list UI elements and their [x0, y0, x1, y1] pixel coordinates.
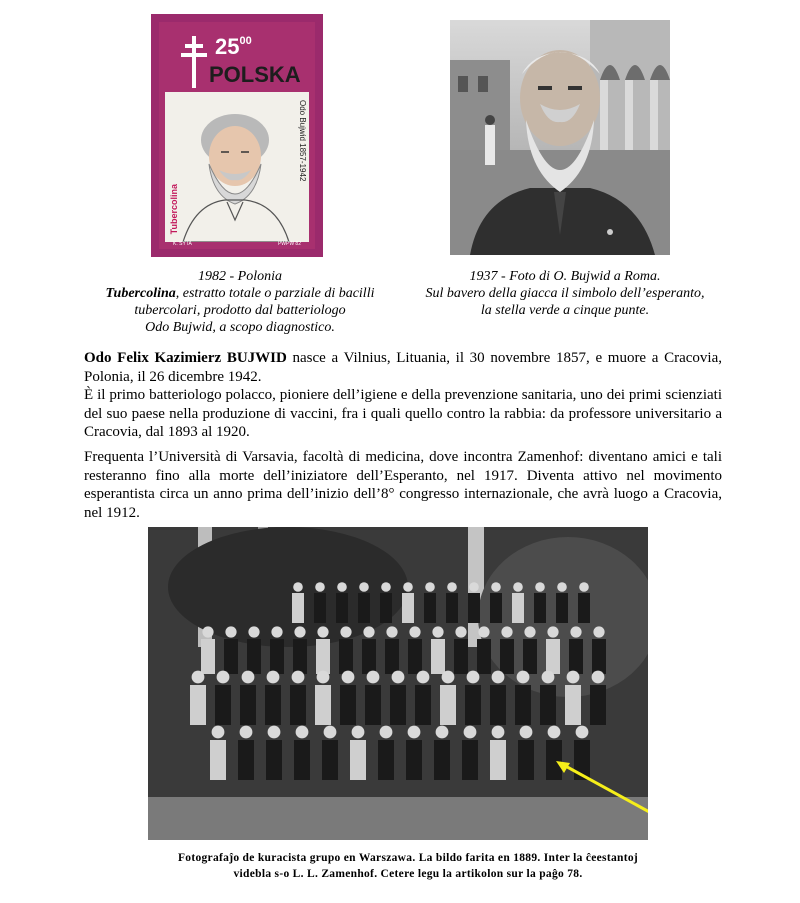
person-head: [240, 726, 253, 739]
person-head: [403, 582, 413, 592]
person-head: [337, 582, 347, 592]
person-head: [268, 726, 281, 739]
person-head: [386, 626, 397, 637]
person-body: [247, 639, 261, 674]
person-body: [431, 639, 445, 674]
lorraine-cross-icon: [181, 36, 207, 88]
person-body: [190, 685, 206, 725]
person-body: [315, 685, 331, 725]
person-body: [440, 685, 456, 725]
person-head: [547, 626, 558, 637]
person-head: [212, 726, 225, 739]
person-head: [367, 671, 380, 684]
person-head: [359, 582, 369, 592]
person-head: [501, 626, 512, 637]
article-paragraph-1: [84, 349, 722, 442]
person-body: [534, 593, 546, 623]
person-body: [380, 593, 392, 623]
person-head: [567, 671, 580, 684]
stamp-printer: PWPW 82: [277, 241, 301, 247]
person-body: [523, 639, 537, 674]
person-head: [542, 671, 555, 684]
person-head: [381, 582, 391, 592]
stamp-designer: K. SYTA: [173, 241, 192, 247]
photo-caption: [395, 268, 735, 319]
person-head: [352, 726, 365, 739]
person-body: [518, 740, 534, 780]
person-head: [192, 671, 205, 684]
person-head: [408, 726, 421, 739]
person-body: [201, 639, 215, 674]
person-body: [265, 685, 281, 725]
person-body: [402, 593, 414, 623]
stamp-caption: [40, 268, 440, 336]
person-head: [517, 671, 530, 684]
stamp-value: $25^{00}$: [215, 34, 252, 59]
stamp-caption-bold: Tubercolina: [105, 286, 176, 301]
person-body: [556, 593, 568, 623]
stamp-inner: [159, 22, 315, 249]
person-body: [362, 639, 376, 674]
person-head: [380, 726, 393, 739]
person-body: [378, 740, 394, 780]
person-head: [242, 671, 255, 684]
person-body: [540, 685, 556, 725]
person-head: [267, 671, 280, 684]
person-body: [322, 740, 338, 780]
person-body: [210, 740, 226, 780]
stamp-portrait: [165, 92, 309, 242]
person-body: [365, 685, 381, 725]
person-body: [446, 593, 458, 623]
photo-caption-line2: Sul bavero della giacca il simbolo dell’esperanto,: [425, 286, 705, 301]
stamp-product-label: Tubercolina: [169, 183, 179, 234]
person-body: [350, 740, 366, 780]
person-head: [570, 626, 581, 637]
person-head: [217, 671, 230, 684]
person-body: [340, 685, 356, 725]
person-head: [293, 582, 303, 592]
person-head: [492, 726, 505, 739]
person-head: [296, 726, 309, 739]
stamp-caption-line1: 1982 - Polonia: [198, 269, 282, 284]
person-body: [490, 740, 506, 780]
group-photo-caption: [118, 850, 698, 882]
person-body: [339, 639, 353, 674]
polska-stamp: [151, 14, 323, 257]
person-body: [490, 593, 502, 623]
person-body: [270, 639, 284, 674]
person-body: [390, 685, 406, 725]
group-photo-1889: [148, 527, 648, 840]
person-body: [462, 740, 478, 780]
person-head: [417, 671, 430, 684]
person-head: [492, 671, 505, 684]
person-head: [342, 671, 355, 684]
stamp-country: POLSKA: [209, 62, 301, 87]
person-body: [358, 593, 370, 623]
group-photo-caption-line1: Fotografaĵo de kuracista grupo en Warszawa. La bildo farita en 1889. Inter la ĉeestantoj: [177, 852, 639, 864]
person-body: [406, 740, 422, 780]
person-body: [569, 639, 583, 674]
article-p1-second: È il primo batteriologo polacco, pioniere dell’igiene e della prevenzione sanitaria, uno dei primi scienziati del suo paese nella produzione di vaccini, fra i quali quello contro la rabbia: da professore universitario a Cracovia, dal 1893 al 1920.: [84, 387, 722, 440]
person-body: [477, 639, 491, 674]
person-head: [409, 626, 420, 637]
person-head: [436, 726, 449, 739]
person-head: [467, 671, 480, 684]
person-body: [454, 639, 468, 674]
person-head: [579, 582, 589, 592]
person-head: [478, 626, 489, 637]
stamp-caption-line4: Odo Bujwid, a scopo diagnostico.: [145, 320, 335, 335]
person-body: [578, 593, 590, 623]
person-head: [447, 582, 457, 592]
stamp-portrait-illustration: [165, 92, 309, 242]
person-body: [515, 685, 531, 725]
person-head: [442, 671, 455, 684]
person-body: [224, 639, 238, 674]
group-photo-illustration: [148, 527, 648, 840]
person-head: [455, 626, 466, 637]
person-body: [512, 593, 524, 623]
person-body: [415, 685, 431, 725]
person-body: [434, 740, 450, 780]
person-head: [271, 626, 282, 637]
person-head: [535, 582, 545, 592]
stamp-name-label: Odo Bujwid 1857-1942: [298, 100, 307, 182]
photo-caption-line3: la stella verde a cinque punte.: [480, 303, 650, 318]
stamp-caption-line3: tubercolari, prodotto dal batteriologo: [134, 303, 346, 318]
person-body: [565, 685, 581, 725]
person-body: [292, 593, 304, 623]
person-head: [432, 626, 443, 637]
person-body: [592, 639, 606, 674]
person-body: [266, 740, 282, 780]
person-body: [336, 593, 348, 623]
person-body: [294, 740, 310, 780]
person-head: [557, 582, 567, 592]
article-name: Odo Felix Kazimierz BUJWID: [84, 350, 287, 366]
group-photo-caption-line2: videbla s-o L. L. Zamenhof. Cetere legu la artikolon sur la paĝo 78.: [233, 868, 583, 880]
person-head: [524, 626, 535, 637]
person-body: [546, 639, 560, 674]
person-head: [225, 626, 236, 637]
person-body: [314, 593, 326, 623]
person-head: [491, 582, 501, 592]
stamp-caption-line2: [40, 285, 440, 302]
person-body: [238, 740, 254, 780]
person-head: [317, 626, 328, 637]
person-body: [385, 639, 399, 674]
article-p1-rest: nasce a Vilnius, Lituania, il 30 novembre 1857, e muore a Cracovia, Polonia, il 26 dicembre 1942.: [84, 350, 722, 385]
person-head: [576, 726, 589, 739]
person-body: [465, 685, 481, 725]
person-body: [424, 593, 436, 623]
person-head: [315, 582, 325, 592]
person-body: [590, 685, 606, 725]
person-head: [392, 671, 405, 684]
person-head: [513, 582, 523, 592]
person-body: [240, 685, 256, 725]
person-head: [548, 726, 561, 739]
person-body: [316, 639, 330, 674]
person-head: [592, 671, 605, 684]
person-body: [468, 593, 480, 623]
photo-caption-line1: 1937 - Foto di O. Bujwid a Roma.: [469, 269, 661, 284]
bujwid-rome-photo: [450, 20, 670, 255]
person-body: [290, 685, 306, 725]
person-head: [469, 582, 479, 592]
person-head: [340, 626, 351, 637]
person-head: [520, 726, 533, 739]
person-head: [425, 582, 435, 592]
person-head: [363, 626, 374, 637]
person-head: [202, 626, 213, 637]
person-body: [500, 639, 514, 674]
person-head: [292, 671, 305, 684]
person-head: [248, 626, 259, 637]
person-head: [324, 726, 337, 739]
person-body: [408, 639, 422, 674]
article-paragraph-2: Frequenta l’Università di Varsavia, facoltà di medicina, dove incontra Zamenhof: diventano amici e tali resteranno fino alla morte dell’iniziatore dell’Esperanto, nel 1917. Diventa attivo nel movimento esperantista circa un anno prima dell’inizio dell’8° congresso internazionale, che avrà luogo a Cracovia, nel 1912.: [84, 449, 722, 521]
person-body: [293, 639, 307, 674]
bujwid-photo-illustration: [450, 20, 670, 255]
person-body: [490, 685, 506, 725]
person-head: [317, 671, 330, 684]
person-head: [464, 726, 477, 739]
person-head: [294, 626, 305, 637]
person-body: [215, 685, 231, 725]
person-head: [593, 626, 604, 637]
stamp-caption-line2-rest: , estratto totale o parziale di bacilli: [175, 286, 375, 301]
person-body: [546, 740, 562, 780]
